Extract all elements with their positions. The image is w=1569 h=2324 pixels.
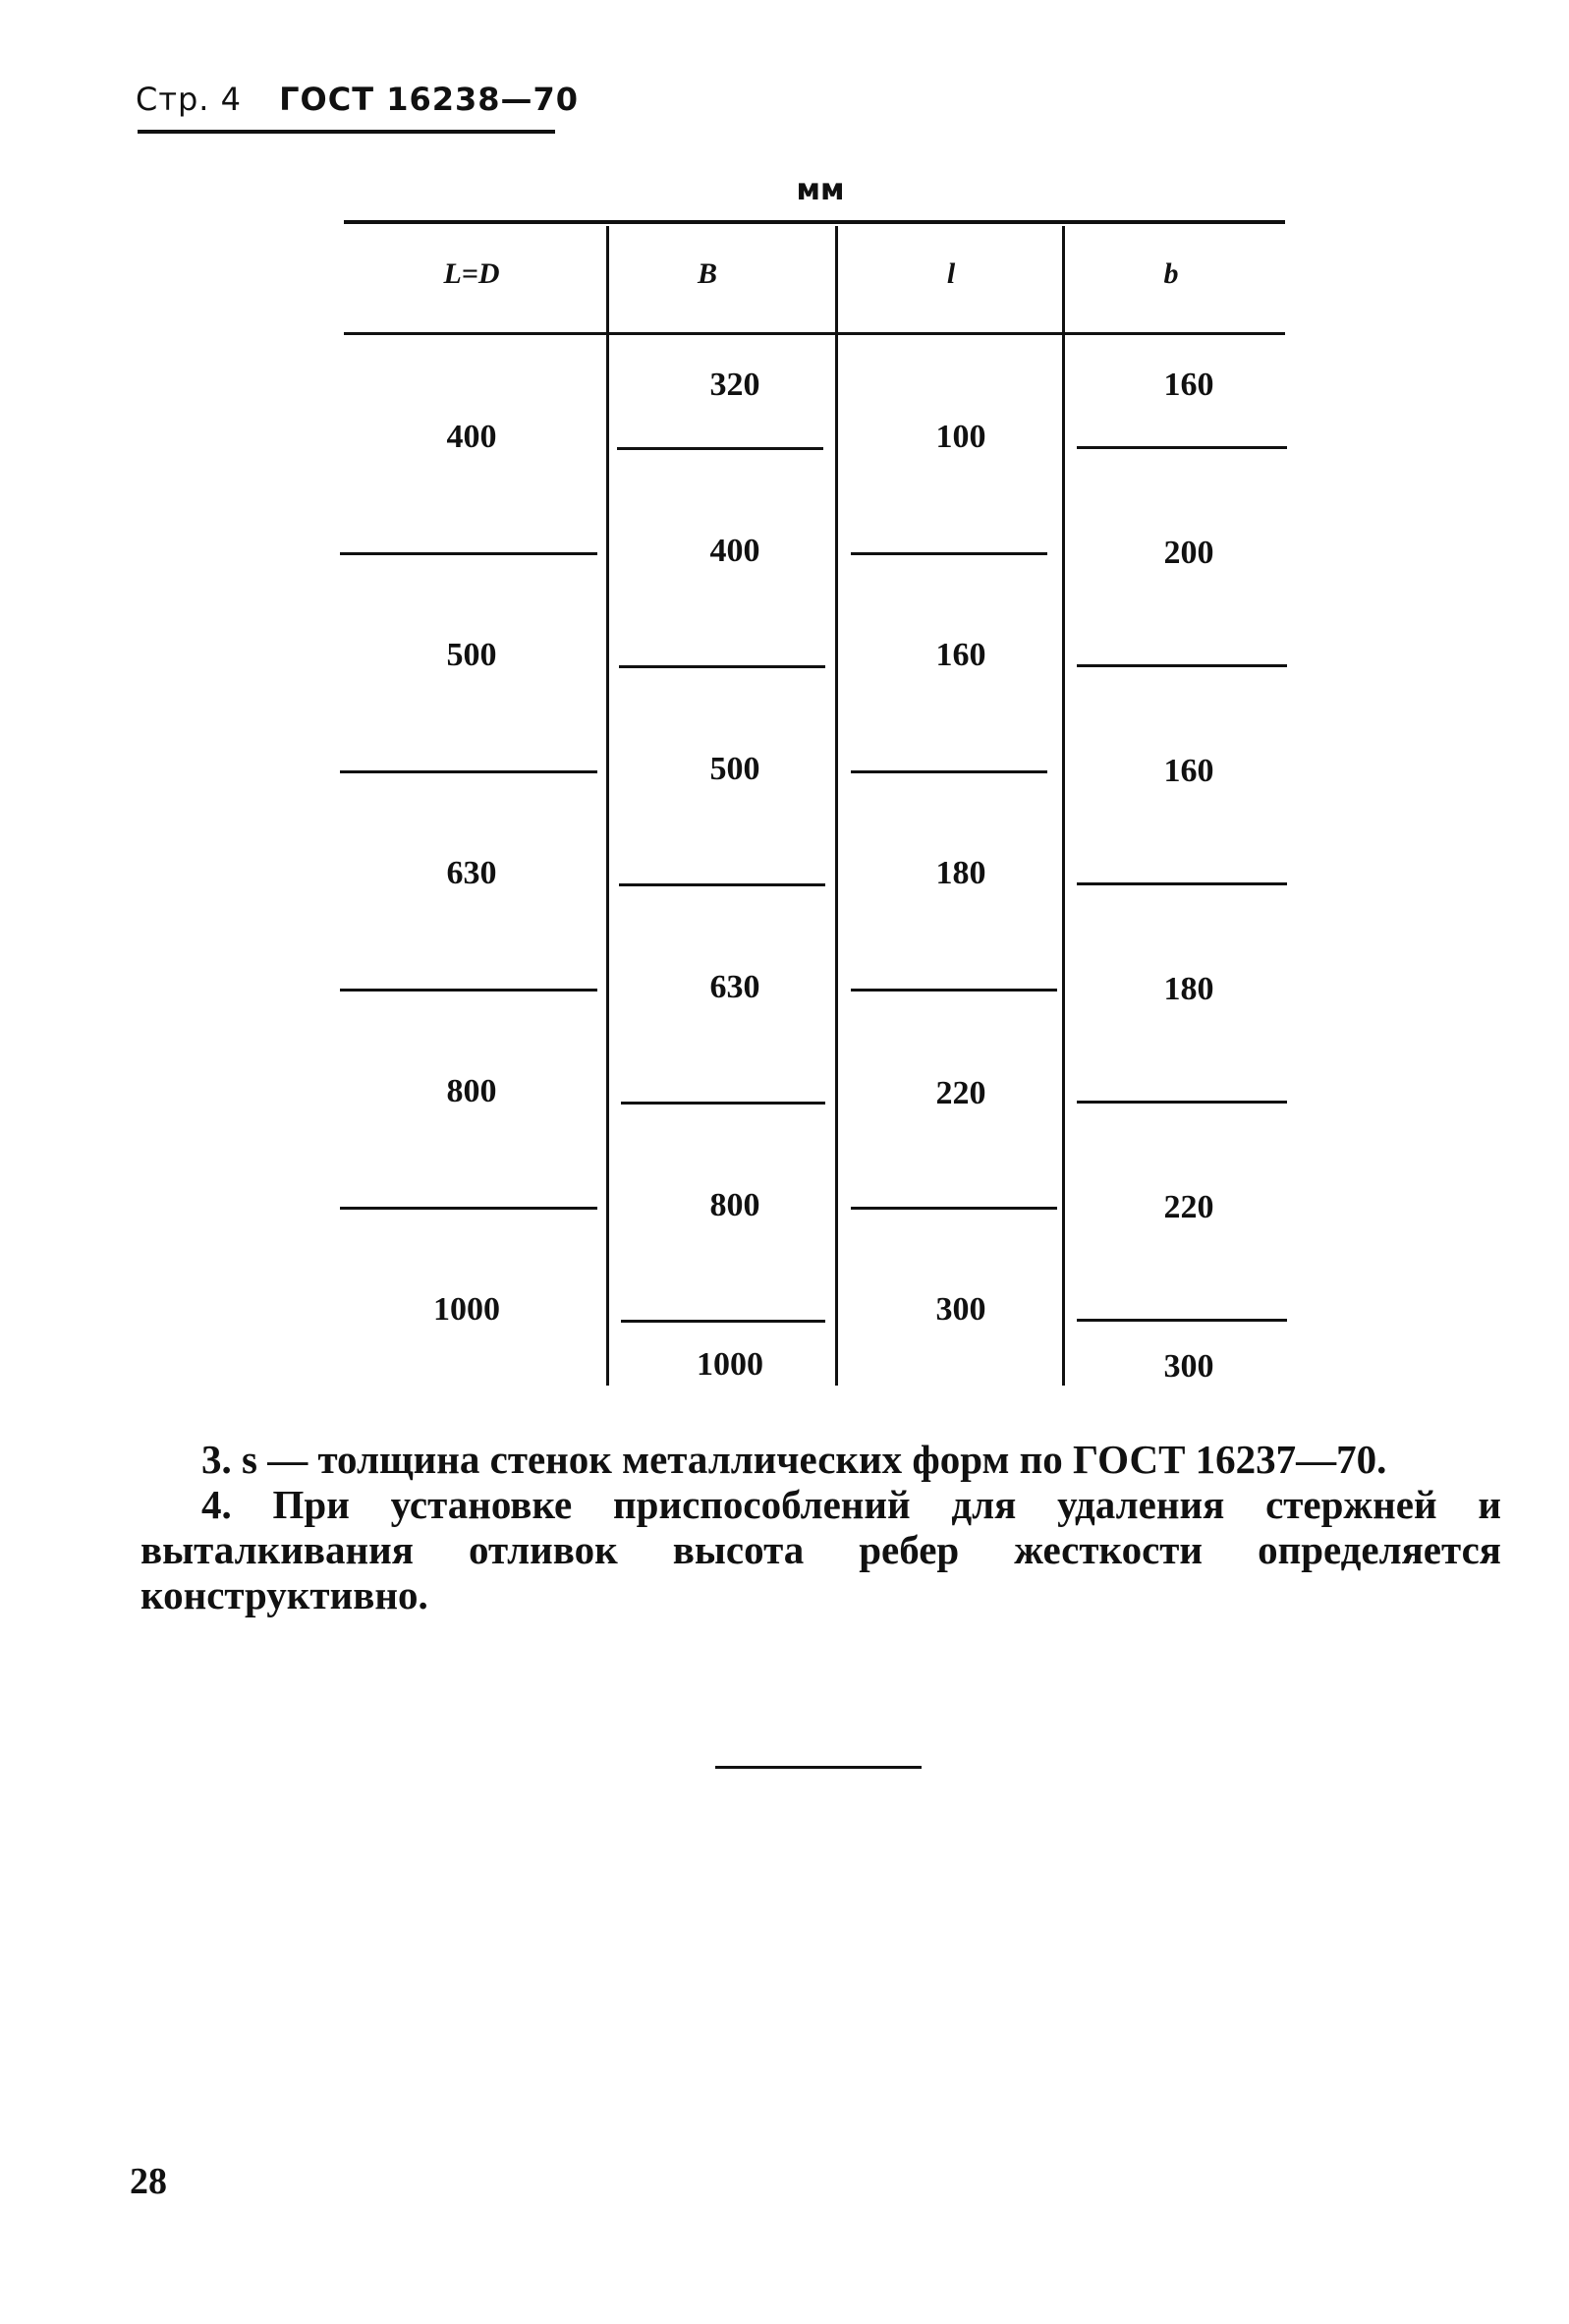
cell-ld-800: 800 (446, 1073, 497, 1109)
cell-l-160: 160 (935, 637, 986, 673)
ld-divider (340, 552, 597, 555)
table-units: мм (796, 173, 845, 207)
b-fraction-bar (619, 883, 825, 886)
cell-bb-180: 180 (1163, 971, 1214, 1007)
cell-ld-500: 500 (446, 637, 497, 673)
cell-b-630: 630 (709, 969, 760, 1005)
column-divider-2 (835, 226, 838, 1386)
b-fraction-bar (621, 1102, 825, 1105)
b-fraction-bar (621, 1320, 825, 1323)
notes-section (140, 1437, 1501, 1617)
cell-bb-160: 160 (1163, 367, 1214, 403)
l-divider (851, 1207, 1057, 1210)
header-b-lower: b (1163, 257, 1179, 290)
ld-divider (340, 1207, 597, 1210)
cell-l-220: 220 (935, 1075, 986, 1111)
bb-fraction-bar (1077, 664, 1287, 667)
header-l-lower: l (946, 257, 956, 290)
l-divider (851, 552, 1047, 555)
page-header (136, 81, 579, 118)
bb-fraction-bar (1077, 1101, 1287, 1104)
cell-b-500: 500 (709, 751, 760, 787)
cell-l-180: 180 (935, 855, 986, 891)
table-top-rule (344, 220, 1285, 224)
bb-fraction-bar (1077, 882, 1287, 885)
cell-bb-160: 160 (1163, 753, 1214, 789)
page-number: 28 (130, 2161, 167, 2202)
b-fraction-bar (619, 665, 825, 668)
l-divider (851, 989, 1057, 992)
cell-bb-200: 200 (1163, 535, 1214, 571)
table-header-rule (344, 332, 1285, 335)
ld-divider (340, 989, 597, 992)
cell-bb-300: 300 (1163, 1348, 1214, 1385)
end-divider (715, 1766, 922, 1769)
cell-bb-220: 220 (1163, 1189, 1214, 1225)
header-b-upper: B (697, 257, 717, 290)
column-divider-3 (1062, 226, 1065, 1386)
note-3: 3. s — толщина стенок металлических форм по ГОСТ 16237—70. (201, 1437, 1387, 1482)
cell-b-1000: 1000 (697, 1346, 763, 1383)
cell-b-400: 400 (709, 533, 760, 569)
cell-ld-400: 400 (446, 419, 497, 455)
standard-number: ГОСТ 16238—70 (279, 81, 580, 118)
cell-b-800: 800 (709, 1187, 760, 1223)
note-4: 4. При установке приспособлений для удаления стержней и выталкивания отливок высота ребер жесткости определяется конструктивно. (140, 1482, 1501, 1617)
cell-ld-1000: 1000 (433, 1291, 500, 1328)
cell-ld-630: 630 (446, 855, 497, 891)
cell-l-100: 100 (935, 419, 986, 455)
b-fraction-bar (617, 447, 823, 450)
bb-fraction-bar (1077, 446, 1287, 449)
bb-fraction-bar (1077, 1319, 1287, 1322)
column-divider-1 (606, 226, 609, 1386)
cell-b-320: 320 (709, 367, 760, 403)
header-l-d: L=D (443, 257, 500, 290)
page-label: Стр. 4 (136, 81, 242, 118)
header-underline (138, 130, 555, 134)
l-divider (851, 770, 1047, 773)
ld-divider (340, 770, 597, 773)
cell-l-300: 300 (935, 1291, 986, 1328)
